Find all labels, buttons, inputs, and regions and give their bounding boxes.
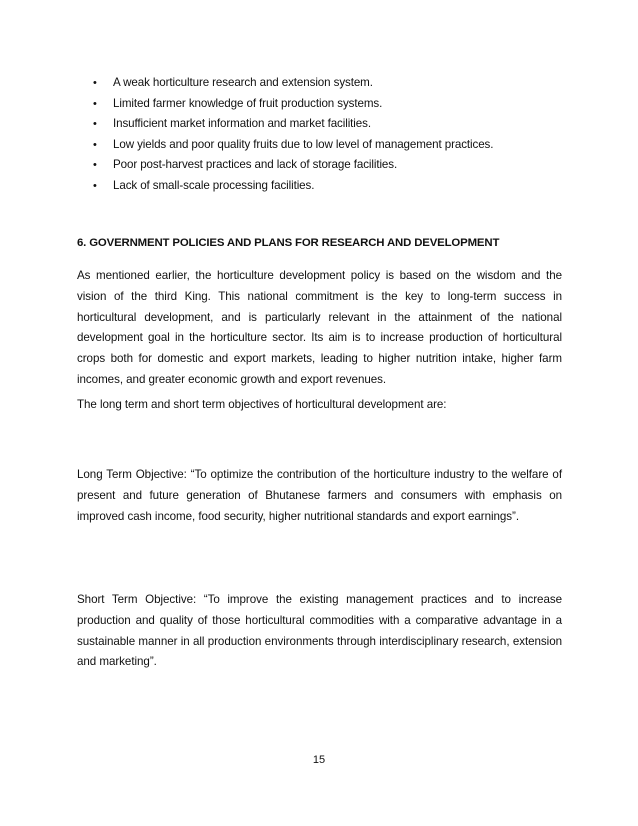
bullet-item: • Poor post-harvest practices and lack of storage facilities. — [88, 155, 558, 176]
objectives-intro-paragraph: The long term and short term objectives of horticultural development are: — [77, 398, 447, 411]
section-heading: 6. GOVERNMENT POLICIES AND PLANS FOR RESEARCH AND DEVELOPMENT — [77, 237, 500, 249]
bullet-item: • Low yields and poor quality fruits due to low level of management practices. — [88, 135, 558, 156]
constraints-bullet-list — [88, 73, 558, 197]
bullet-item: • Lack of small-scale processing facilities. — [88, 176, 558, 197]
page-number: 15 — [312, 754, 326, 766]
bullet-item: • A weak horticulture research and extension system. — [88, 73, 558, 94]
intro-paragraph: As mentioned earlier, the horticulture development policy is based on the wisdom and the vision of the third King. This national commitment is the key to long-term success in horticultural development, and is particularly relevant in the attainment of the national development goal in the horticulture sector. Its aim is to increase production of horticultural crops both for domestic and export markets, leading to higher nutrition intake, higher farm incomes, and greater economic growth and export revenues. — [77, 269, 562, 386]
short-term-objective-paragraph: Short Term Objective: “To improve the existing management practices and to increase production and quality of those horticultural commodities with a comparative advantage in a sustainable manner in all production environments through interdisciplinary research, extension and marketing”. — [77, 593, 562, 669]
bullet-item: • Limited farmer knowledge of fruit production systems. — [88, 94, 558, 115]
long-term-objective-paragraph: Long Term Objective: “To optimize the contribution of the horticulture industry to the welfare of present and future generation of Bhutanese farmers and consumers with emphasis on improved cash income, food security, higher nutritional standards and export earnings”. — [77, 468, 562, 523]
bullet-item: • Insufficient market information and market facilities. — [88, 114, 558, 135]
